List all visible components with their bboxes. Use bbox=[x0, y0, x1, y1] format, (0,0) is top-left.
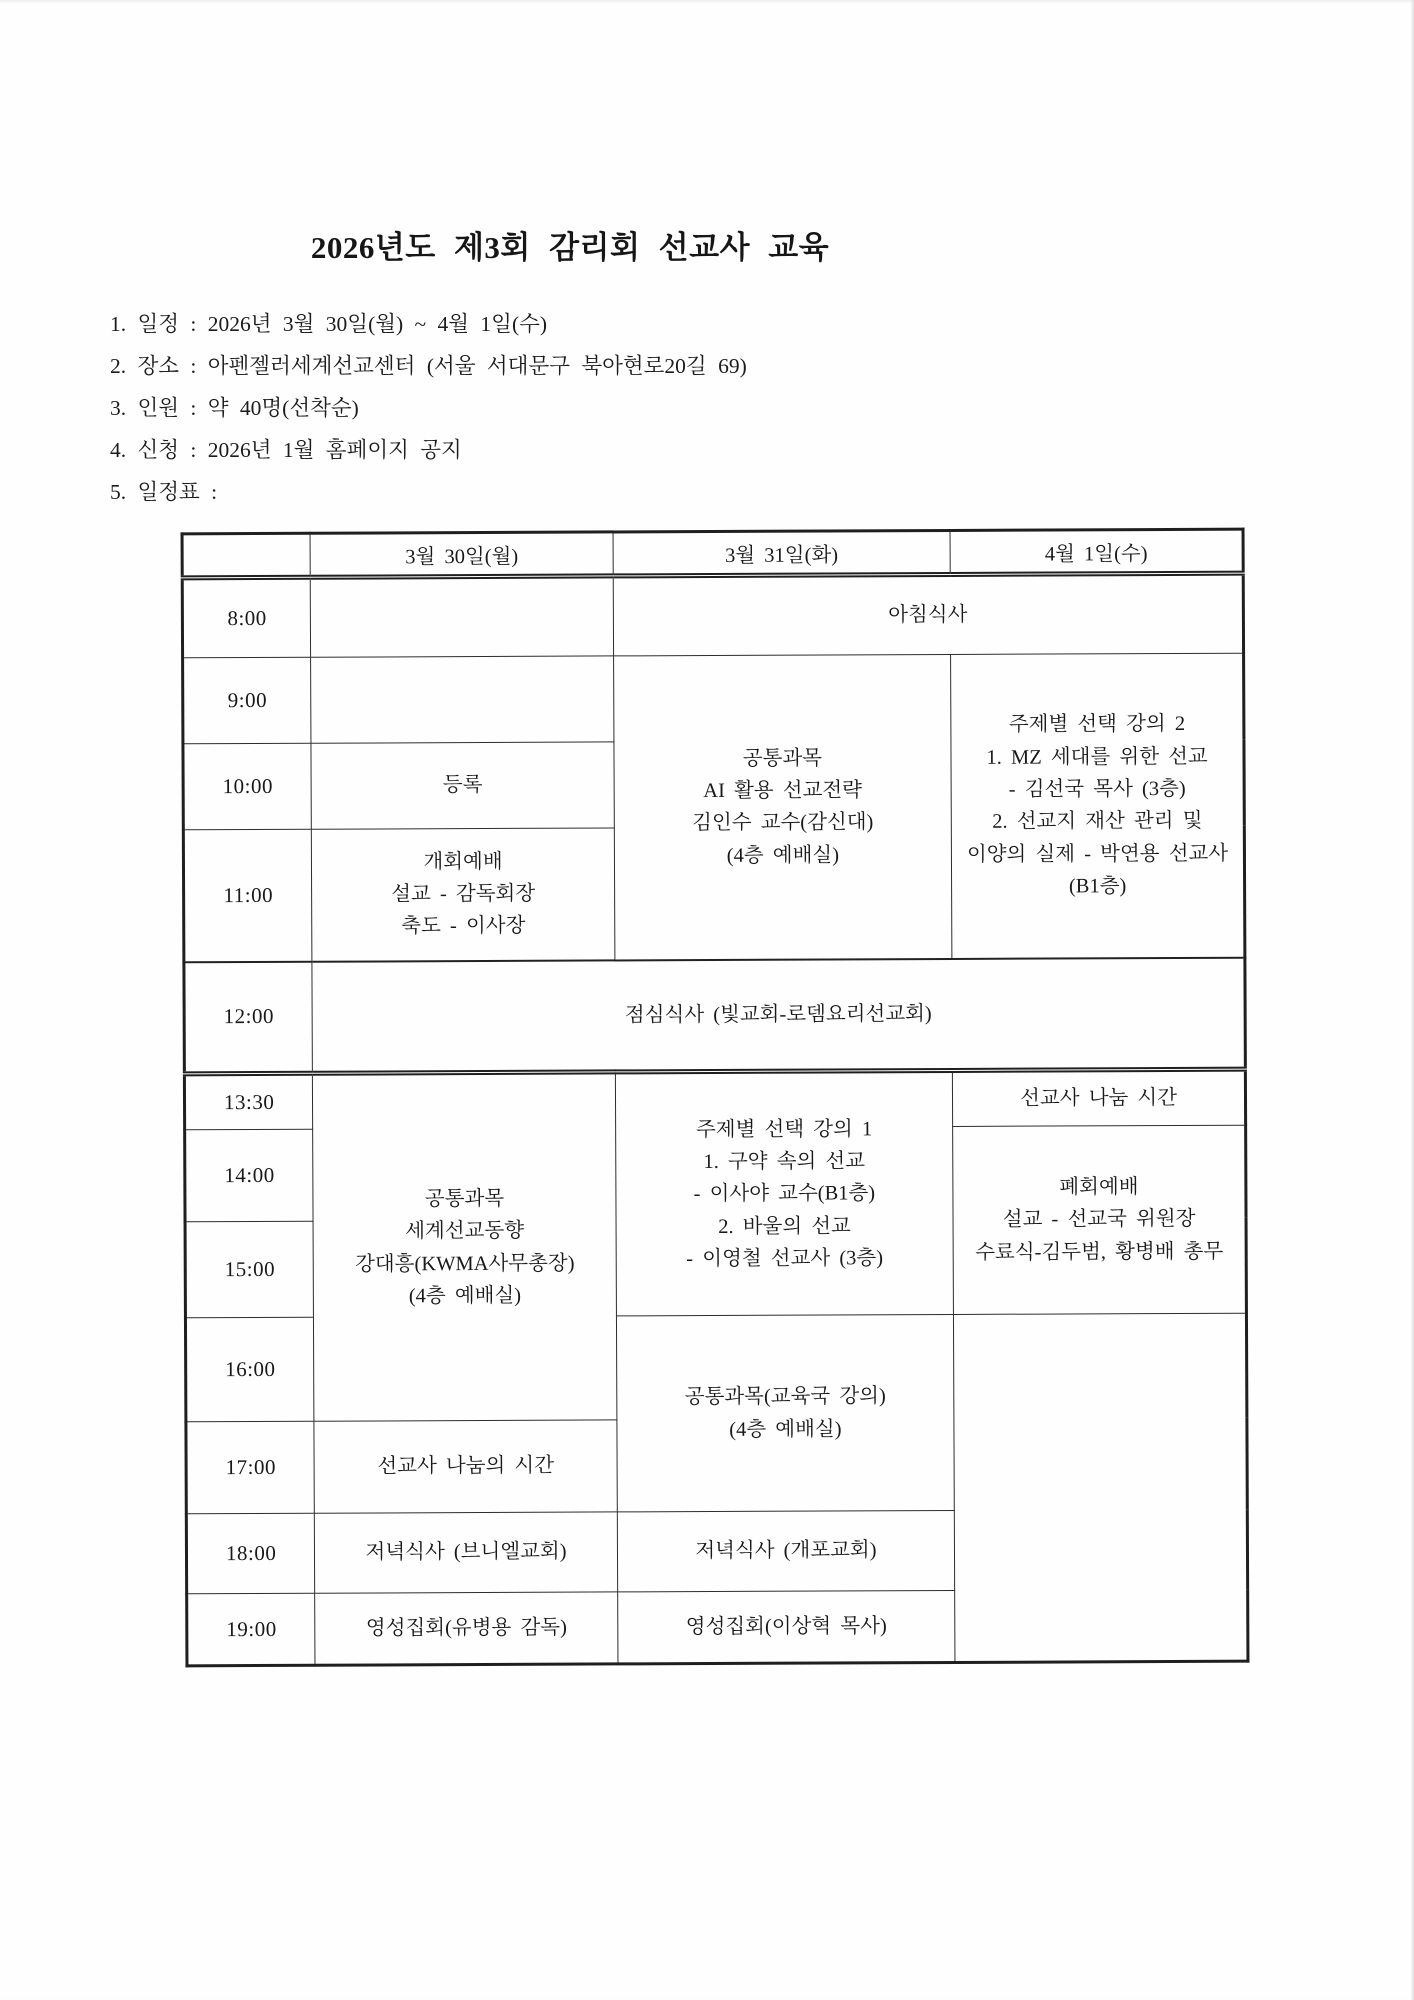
time-cell: 9:00 bbox=[183, 657, 312, 744]
info-item-timetable-label: 5. 일정표 : bbox=[110, 480, 218, 504]
time-cell: 14:00 bbox=[185, 1129, 314, 1222]
time-cell: 13:30 bbox=[184, 1073, 313, 1130]
info-item-location: 2. 장소 : 아펜젤러세계선교센터 (서울 서대문구 북아현로20길 69) bbox=[110, 354, 747, 378]
cell-mon-common-trend: 공통과목 세계선교동향 강대흥(KWMA사무총장) (4층 예배실) bbox=[313, 1072, 617, 1421]
info-item-application: 4. 신청 : 2026년 1월 홈페이지 공지 bbox=[110, 438, 462, 462]
header-time-cell bbox=[182, 533, 311, 578]
cell-wed-elective2: 주제별 선택 강의 2 1. MZ 세대를 위한 선교 - 김선국 목사 (3층) 2. 선교지 재산 관리 및 이양의 실제 - 박연용 선교사 (B1층) bbox=[951, 653, 1245, 958]
header-monday: 3월 30일(월) bbox=[310, 532, 613, 577]
header-wednesday: 4월 1일(수) bbox=[950, 529, 1243, 574]
cell-mon-dinner: 저녁식사 (브니엘교회) bbox=[315, 1512, 618, 1593]
cell-mon-evening-rally: 영성집회(유병용 감독) bbox=[315, 1592, 618, 1665]
cell-tue-elective1: 주제별 선택 강의 1 1. 구약 속의 선교 - 이사야 교수(B1층) 2. 바울의 선교 - 이영철 선교사 (3층) bbox=[615, 1070, 953, 1315]
time-cell: 15:00 bbox=[185, 1221, 314, 1318]
time-cell: 17:00 bbox=[186, 1421, 315, 1514]
time-cell: 19:00 bbox=[187, 1593, 316, 1666]
cell-tue-dinner: 저녁식사 (개포교회) bbox=[617, 1510, 955, 1591]
cell-registration: 등록 bbox=[311, 742, 614, 829]
cell-opening-worship: 개회예배 설교 - 감독회장 축도 - 이사장 bbox=[312, 828, 615, 961]
time-cell: 18:00 bbox=[186, 1513, 315, 1594]
document-body bbox=[110, 0, 1270, 1665]
cell-wed-closing-worship: 폐회예배 설교 - 선교국 위원장 수료식-김두범, 황병배 총무 bbox=[953, 1125, 1247, 1314]
info-item-schedule-dates: 1. 일정 : 2026년 3월 30일(월) ~ 4월 1일(수) bbox=[110, 312, 548, 336]
time-cell: 12:00 bbox=[184, 961, 313, 1074]
header-row bbox=[182, 529, 1243, 578]
time-cell: 8:00 bbox=[182, 577, 311, 658]
header-tuesday: 3월 31일(화) bbox=[613, 530, 951, 575]
row-0800 bbox=[182, 573, 1243, 658]
empty-cell bbox=[954, 1313, 1248, 1662]
row-1200 bbox=[184, 957, 1245, 1074]
cell-tue-common-edu: 공통과목(교육국 강의) (4층 예배실) bbox=[616, 1314, 954, 1511]
row-0900 bbox=[183, 653, 1244, 744]
empty-cell bbox=[311, 656, 614, 743]
info-item-capacity: 3. 인원 : 약 40명(선착순) bbox=[110, 396, 359, 420]
cell-tue-common-ai: 공통과목 AI 활용 선교전략 김인수 교수(감신대) (4층 예배실) bbox=[613, 654, 952, 959]
schedule-table bbox=[181, 528, 1250, 1668]
info-list bbox=[110, 303, 1270, 513]
cell-tue-evening-rally: 영성집회(이상혁 목사) bbox=[617, 1590, 955, 1663]
cell-lunch: 점심식사 (빛교회-로뎀요리선교회) bbox=[312, 957, 1245, 1073]
empty-cell bbox=[311, 576, 614, 657]
time-cell: 10:00 bbox=[183, 743, 312, 830]
row-1330 bbox=[184, 1069, 1245, 1130]
cell-mon-sharing: 선교사 나눔의 시간 bbox=[314, 1420, 617, 1513]
time-cell: 16:00 bbox=[185, 1317, 314, 1422]
cell-wed-sharing: 선교사 나눔 시간 bbox=[953, 1069, 1246, 1126]
cell-breakfast: 아침식사 bbox=[613, 573, 1244, 656]
time-cell: 11:00 bbox=[183, 829, 312, 962]
document-title: 2026년도 제3회 감리회 선교사 교육 bbox=[310, 230, 830, 265]
